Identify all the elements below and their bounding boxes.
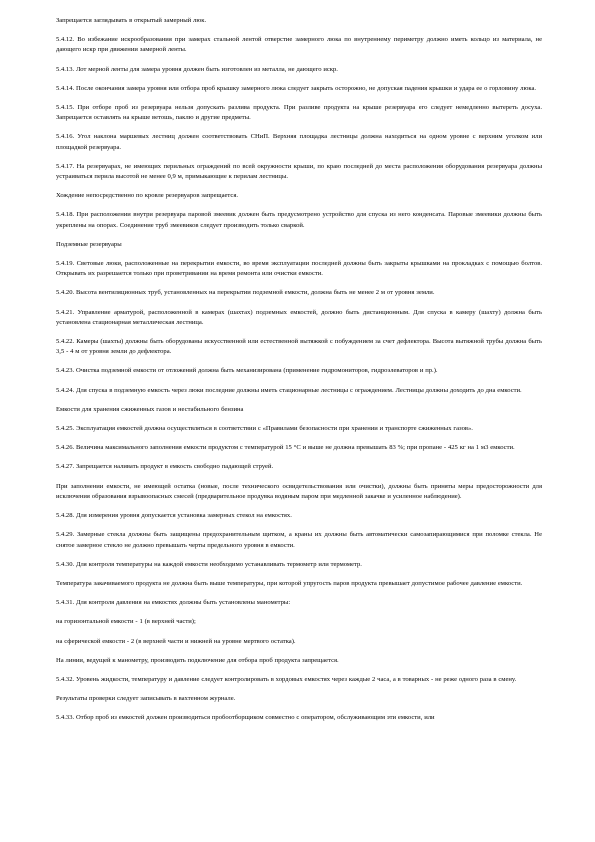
section-heading: Емкости для хранения сжиженных газов и нестабильного бензина <box>56 405 244 413</box>
paragraph: 5.4.16. Угол наклона маршевых лестниц должен соответствовать СНиП. Верхняя площадка лестницы должна находиться на одном уровне с верхним уголком или площадкой резервуара. <box>56 133 542 151</box>
paragraph: 5.4.26. Величина максимального заполнения емкости продуктом с температурой 15 °С и выше не должна превышать 83 %; при пропане - 425 кг на 1 м3 емкости. <box>56 444 515 452</box>
paragraph: Хождение непосредственно по кровле резервуаров запрещается. <box>56 192 238 200</box>
paragraph: 5.4.31. Для контроля давления на емкостях должны быть установлены манометры: <box>56 599 291 607</box>
paragraph: 5.4.23. Очистка подземной емкости от отложений должна быть механизирована (применение гидромониторов, гидроэлеваторов и пр.). <box>56 367 438 375</box>
paragraph: 5.4.28. Для измерения уровня допускается установка замерных стекол на емкостях. <box>56 512 292 520</box>
paragraph: 5.4.25. Эксплуатация емкостей должна осуществляться в соответствии с «Правилами безопасности при хранении и транспорте сжиженных газов». <box>56 425 473 433</box>
paragraph: 5.4.15. При отборе проб из резервуара нельзя допускать разлива продукта. При разливе продукта на крыше резервуара его следует немедленно вытереть досуха. Запрещается оставлять на крыше ветошь, паклю и другие предметы. <box>56 104 542 122</box>
paragraph: 5.4.24. Для спуска в подземную емкость через люки последние должны иметь стационарные лестницы с ограждением. Лестницы должны доходить до дна емкости. <box>56 386 522 394</box>
paragraph: 5.4.20. Высота вентиляционных труб, установленных на перекрытии подземной емкости, должна быть не менее 2 м от уровня земли. <box>56 289 435 297</box>
paragraph: 5.4.14. После окончания замера уровня или отбора проб крышку замерного люка следует закрыть осторожно, не допуская падения крышки и удара ее о горловину люка. <box>56 84 537 92</box>
paragraph: 5.4.13. Лот мерной ленты для замера уровня должен быть изготовлен из металла, не дающего искр. <box>56 65 338 73</box>
paragraph: 5.4.30. Для контроля температуры на каждой емкости необходимо устанавливать термометр или термометр. <box>56 560 362 568</box>
list-item: на горизонтальной емкости - 1 (в верхней части); <box>56 618 196 626</box>
section-heading: Подземные резервуары <box>56 240 122 248</box>
list-item: на сферической емкости - 2 (в верхней части и нижней на уровне мертвого остатка). <box>56 637 296 645</box>
document-page <box>56 16 542 733</box>
paragraph: 5.4.33. Отбор проб из емкостей должен производиться пробоотборщиком совместно с оператором, обслуживающим эти емкости, или <box>56 714 435 722</box>
paragraph: На линии, ведущей к манометру, производить подключение для отбора проб продукта запрещается. <box>56 656 339 664</box>
paragraph: 5.4.27. Запрещается наливать продукт в емкость свободно падающей струей. <box>56 463 274 471</box>
paragraph: 5.4.22. Камеры (шахты) должны быть оборудованы искусственной или естественной вытяжкой с побуждением за счет дефлектора. Высота вытяжной трубы должна быть 3,5 - 4 м от уровня земли до дефлектора. <box>56 338 542 356</box>
paragraph: 5.4.12. Во избежание искрообразования при замерах стальной лентой отверстие замерного люка по внутреннему периметру должно иметь кольцо из материала, не дающего искр при движении замерной ленты. <box>56 36 542 54</box>
paragraph: 5.4.32. Уровень жидкости, температуру и давление следует контролировать в хордовых емкостях через каждые 2 часа, а в товарных - не реже одного раза в смену. <box>56 675 517 683</box>
paragraph: Температура закачиваемого продукта не должна быть выше температуры, при которой упругость паров продукта превышает допустимое рабочее давление емкости. <box>56 579 523 587</box>
paragraph: 5.4.17. На резервуарах, не имеющих перильных ограждений по всей окружности крыши, по краю последней до места расположения оборудования резервуара должны устраиваться перила высотой не менее 0,9 м, примыкающие к перилам лестницы. <box>56 162 542 181</box>
paragraph: 5.4.21. Управление арматурой, расположенной в камерах (шахтах) подземных емкостей, должно быть дистанционным. Для спуска в камеру (шахту) должна быть установлена стационарная металлическая лестница. <box>56 308 542 326</box>
paragraph: При заполнении емкости, не имеющей остатка (новые, после технического освидетельствования или очистки), должны быть приняты меры предосторожности для исключения образования взрывоопасных смесей (предварительное продувка водяным паром при медленной закачке и усиленное наблюдение). <box>56 482 542 500</box>
paragraph: 5.4.18. При расположении внутри резервуара паровой змеевик должен быть предусмотрено устройство для спуска из него конденсата. Паровые змеевики должны быть укреплены на опорах. Соединение труб змеевиков следует производить только сваркой. <box>56 211 542 229</box>
paragraph: Запрещается заглядывать в открытый замерный люк. <box>56 17 207 24</box>
paragraph: 5.4.19. Световые люки, расположенные на перекрытии емкости, во время эксплуатации последней должны быть закрыты крышками на прокладках с помощью болтов. Открывать их разрешается только при проветривании на время ремонта или очистки емкости. <box>56 260 542 278</box>
paragraph: Результаты проверки следует записывать в вахтенном журнале. <box>56 695 236 703</box>
paragraph: 5.4.29. Замерные стекла должны быть защищены предохранительным щитком, а краны их должны быть автоматически самозапирающимися при поломке стекла. Не снятое замерное стекло не должно превышать черты предельного уровня в емкости. <box>56 531 542 549</box>
